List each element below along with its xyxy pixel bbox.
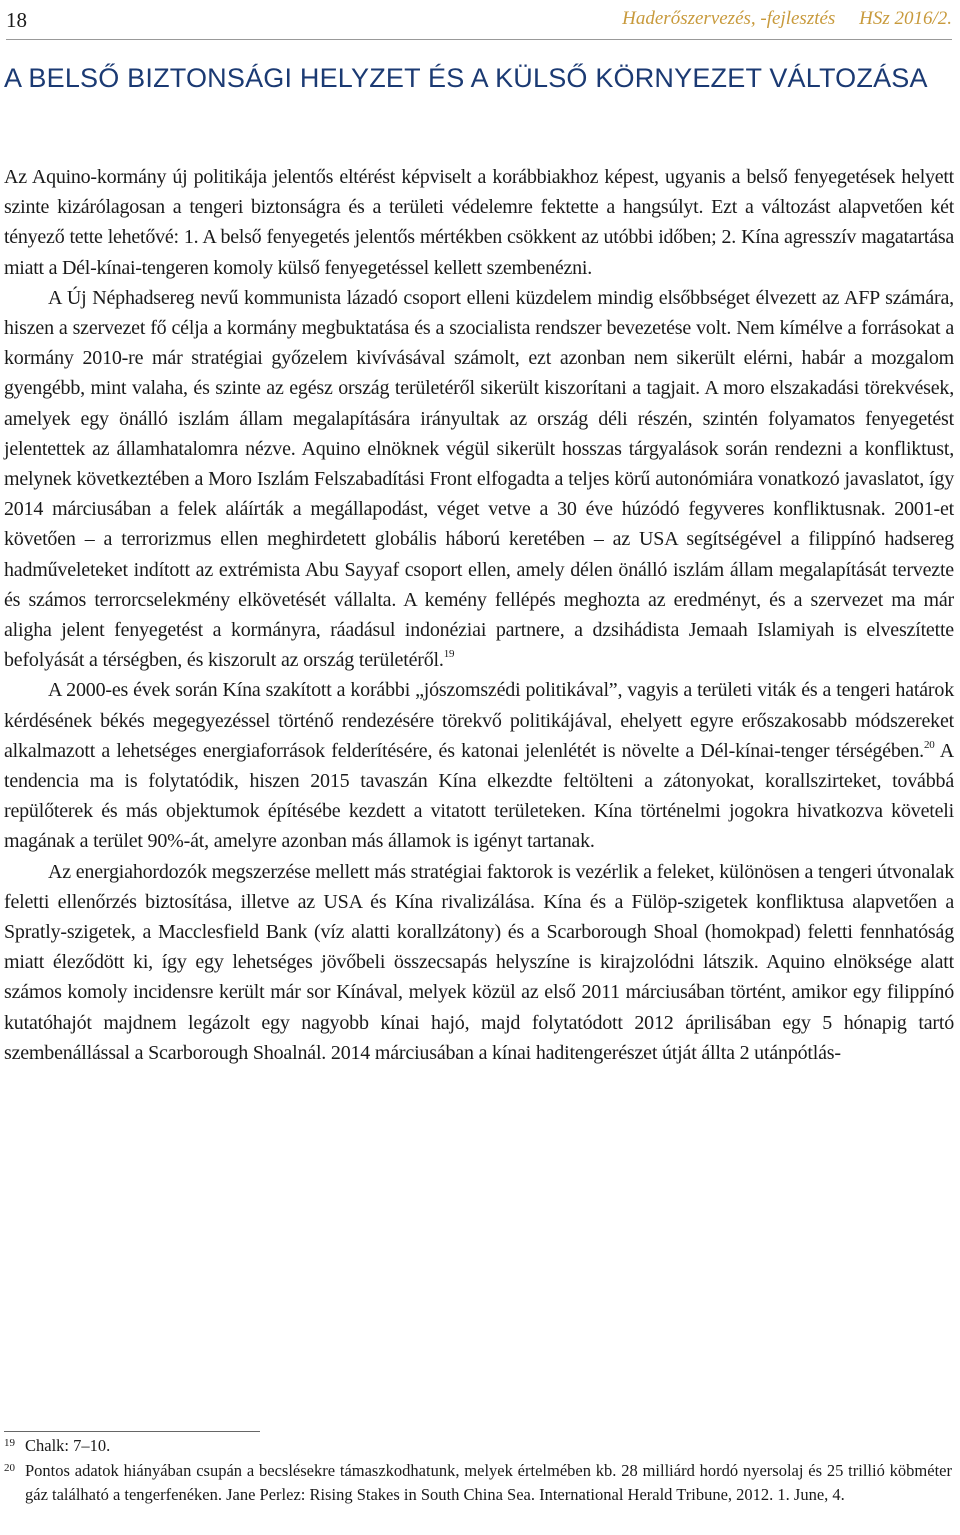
- running-header: [6, 8, 952, 42]
- footnote-number: 20: [4, 1461, 15, 1474]
- footnotes: [4, 1434, 952, 1508]
- footnote-20: [4, 1459, 952, 1508]
- footnote-text: Pontos adatok hiányában csupán a becslésekre támaszkodhatunk, melyek értelmében kb. 28 milliárd hordó nyersolaj és 25 trillió köbméter gáz található a tengerfenéken. Jane Perlez: Rising Stakes in South China Sea. International Herald Tribune, 2012. 1. June, 4.: [25, 1460, 952, 1504]
- body-text: [4, 162, 954, 1068]
- paragraph-2-text: A Új Néphadsereg nevű kommunista lázadó csoport elleni küzdelem mindig elsőbbséget élvezett az AFP számára, hiszen a szervezet fő célja a kormány megbuktatása és a szocialista rendszer bevezetése volt. Nem kímélve a forrásokat a kormány 2010-re már stratégiai győzelem kivívásával számolt, ezt azonban nem sikerült elérni, habár a mozgalom gyengébb, mint valaha, és szinte az egész ország területéről sikerült kiszorítani a tagjait. A moro elszakadási törekvések, amelyek egy önálló iszlám állam megalapítására irányultak az ország déli részén, szintén folyamatos fenyegetést jelentettek az államhatalomra nézve. Aquino elnöknek végül sikerült hosszas tárgyalások során rendezni a konfliktust, melynek következtében a Moro Iszlám Felszabadítási Front elfogadta a teljes körű autonómiára vonatkozó javaslatot, így 2014 márciusában a felek aláírták a megállapodást, véget vetve a 30 éve húzódó fegyveres konfliktusnak. 2001-et követően – a terrorizmus ellen meghirdetett globális háború keretében – az USA segítségével a filippínó hadsereg hadműveleteket indított az extrémista Abu Sayyaf csoport ellen, amely délen önálló iszlám állam megalapítását tervezte és számos terrorcselekmény elkövetését vállalta. A kemény fellépés meghozta az eredményt, és a szervezet ma már aligha jelent fenyegetést a kormányra, ráadásul indonéziai partnere, a dzsihádista Jemaah Islamiyah is elveszítette befolyását a térségben, és kiszorult az ország területéről.: [4, 286, 954, 672]
- footnote-19: [4, 1434, 952, 1459]
- paragraph-1: Az Aquino-kormány új politikája jelentős eltérést képviselt a korábbiakhoz képest, ugyanis a belső fenyegetések helyett szinte kizárólagosan a tengeri biztonságra és a területi védelemre fektette a hangsúlyt. Ezt a változást alapvetően két tényező tette lehetővé: 1. A belső fenyegetés jelentős mértékben csökkent az utóbbi időben; 2. Kína agresszív magatartása miatt a Dél-kínai-tengeren komoly külső fenyegetéssel kellett szembenézni.: [4, 166, 954, 279]
- page-number: 18: [6, 8, 27, 32]
- section-title: A BELSŐ BIZTONSÁGI HELYZET ÉS A KÜLSŐ KÖRNYEZET VÁLTOZÁSA: [4, 63, 928, 93]
- paragraph-3-text-b: A tendencia ma is folytatódik, hiszen 2015 tavaszán Kína elkezdte feltölteni a zátonyokat, korallszirteket, továbbá repülőterek és más objektumok építésébe kezdett a vitatott területeken. Kína történelmi jogokra hivatkozva követeli magának a terület 90%-át, amelyre azonban más államok is igényt tartanak.: [4, 739, 954, 853]
- paragraph-4: Az energiahordozók megszerzése mellett más stratégiai faktorok is vezérlik a feleket, különösen a tengeri útvonalak feletti ellenőrzés biztosítása, illetve az USA és Kína rivalizálása. Kína és a Fülöp-szigetek konfliktusa alapvetően a Spratly-szigetek, a Macclesfield Bank (víz alatti korallzátony) és a Scarborough Shoal (homokpad) feletti fennhatóság miatt éleződött ki, így egy lehetséges jövőbeli összecsapás helyszíne is kirajzolódni látszik. Aquino elnöksége alatt számos komoly incidensre került már sor Kínával, melyek közül az első 2011 márciusában történt, amikor egy filippínó kutatóhajót majdnem legázolt egy nagyobb kínai hajó, majd folytatódott 2012 áprilisában egy 5 hónapig tartó szembenállással a Scarborough Shoalnál. 2014 márciusában a kínai haditengerészet útját állta 2 utánpótlás-: [4, 860, 954, 1064]
- footnote-ref-19[interactable]: 19: [443, 648, 455, 661]
- journal-section: Haderőszervezés, -fejlesztés: [622, 8, 836, 29]
- issue-label: HSz 2016/2.: [859, 8, 952, 29]
- footnote-number: 19: [4, 1437, 15, 1449]
- footnote-ref-20[interactable]: 20: [923, 738, 935, 751]
- running-title: [622, 8, 952, 30]
- footnote-text: Chalk: 7–10.: [25, 1436, 111, 1455]
- paragraph-3: [4, 675, 954, 856]
- footnote-separator: [4, 1431, 260, 1432]
- header-rule: [6, 39, 952, 40]
- paragraph-3-text-a: A 2000-es évek során Kína szakított a korábbi „jószomszédi politikával”, vagyis a területi viták és a tengeri határok kérdésének békés megegyezéssel történő rendezésére törekvő politikájával, ehelyett egyre erőszakosabb módszereket alkalmazott a lehetséges energiaforrások felderítésére, és katonai jelenlétét is növelte a Dél-kínai-tenger térségében.: [4, 679, 954, 762]
- paragraph-2: [4, 283, 954, 676]
